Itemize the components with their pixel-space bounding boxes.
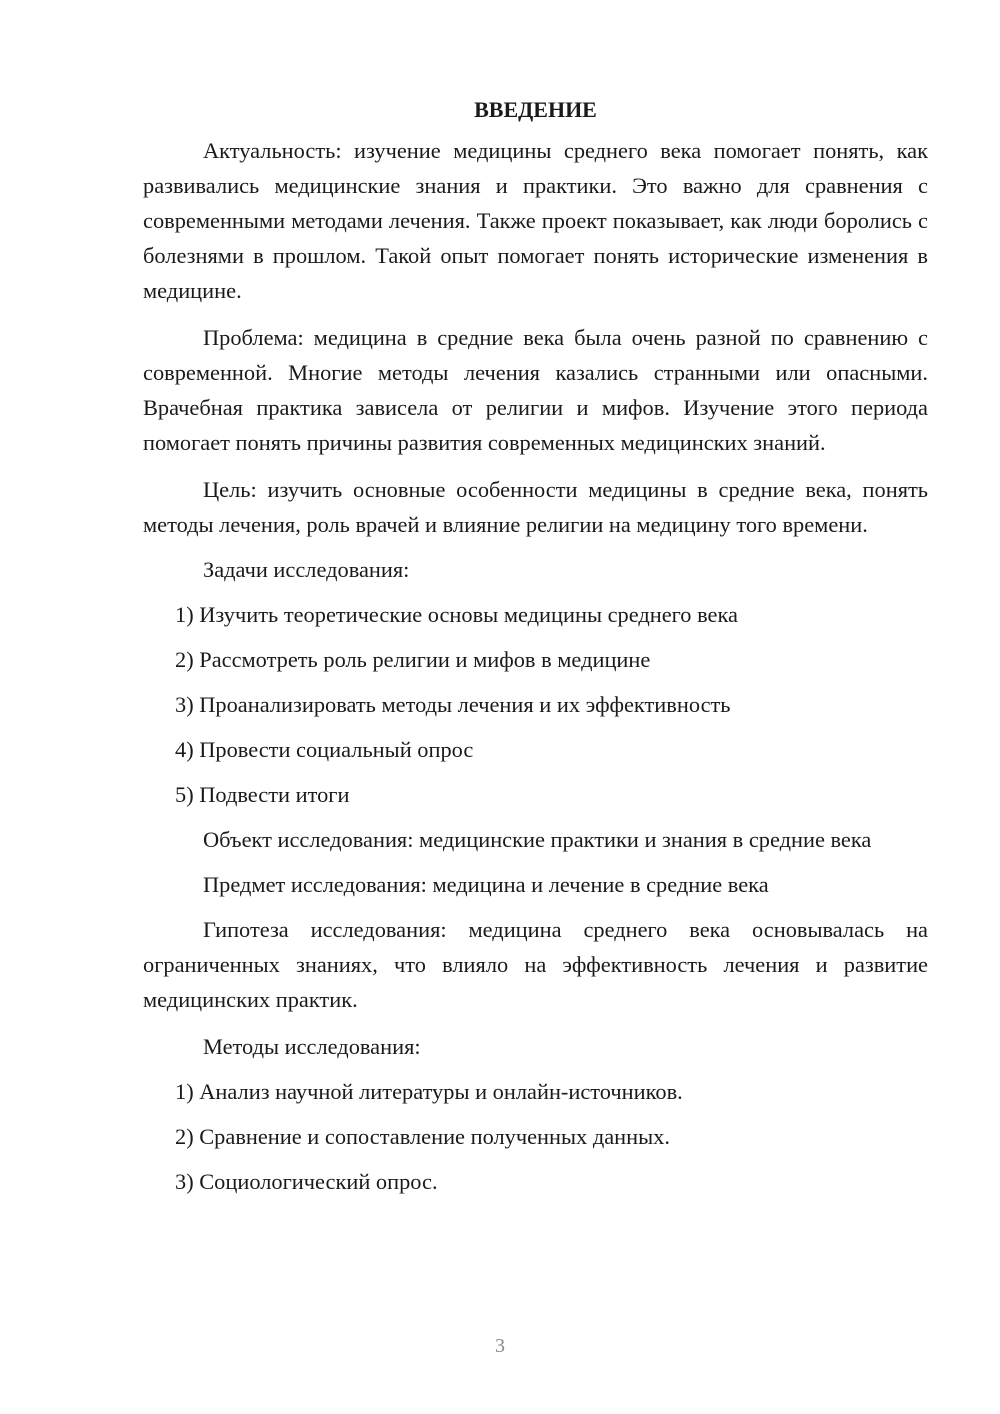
- document-page: [143, 92, 928, 1199]
- relevance-paragraph: Актуальность: изучение медицины среднего века помогает понять, как развивались медицинские знания и практики. Это важно для сравнения с современными методами лечения. Также проект показывает, как люди боролись с болезнями в прошлом. Такой опыт помогает понять исторические изменения в медицине.: [143, 138, 928, 303]
- object-paragraph: Объект исследования: медицинские практики и знания в средние века: [203, 827, 872, 852]
- method-item: 1) Анализ научной литературы и онлайн-источников.: [175, 1079, 683, 1104]
- page-number: 3: [495, 1335, 505, 1357]
- task-item: 2) Рассмотреть роль религии и мифов в медицине: [175, 647, 651, 672]
- goal-paragraph: Цель: изучить основные особенности медицины в средние века, понять методы лечения, роль врачей и влияние религии на медицину того времени.: [143, 477, 928, 537]
- task-item: 1) Изучить теоретические основы медицины среднего века: [175, 602, 738, 627]
- task-item: 5) Подвести итоги: [175, 782, 350, 807]
- tasks-label: Задачи исследования:: [203, 557, 410, 582]
- task-item: 4) Провести социальный опрос: [175, 737, 474, 762]
- section-heading: ВВЕДЕНИЕ: [474, 97, 597, 122]
- methods-label: Методы исследования:: [203, 1034, 421, 1059]
- method-item: 2) Сравнение и сопоставление полученных данных.: [175, 1124, 670, 1149]
- problem-paragraph: Проблема: медицина в средние века была очень разной по сравнению с современной. Многие методы лечения казались странными или опасными. Врачебная практика зависела от религии и мифов. Изучение этого периода помогает понять причины развития современных медицинских знаний.: [143, 325, 928, 455]
- method-item: 3) Социологический опрос.: [175, 1169, 438, 1194]
- subject-paragraph: Предмет исследования: медицина и лечение в средние века: [203, 872, 769, 897]
- task-item: 3) Проанализировать методы лечения и их эффективность: [175, 692, 731, 717]
- hypothesis-paragraph: Гипотеза исследования: медицина среднего века основывалась на ограниченных знаниях, что влияло на эффективность лечения и развитие медицинских практик.: [143, 917, 928, 1012]
